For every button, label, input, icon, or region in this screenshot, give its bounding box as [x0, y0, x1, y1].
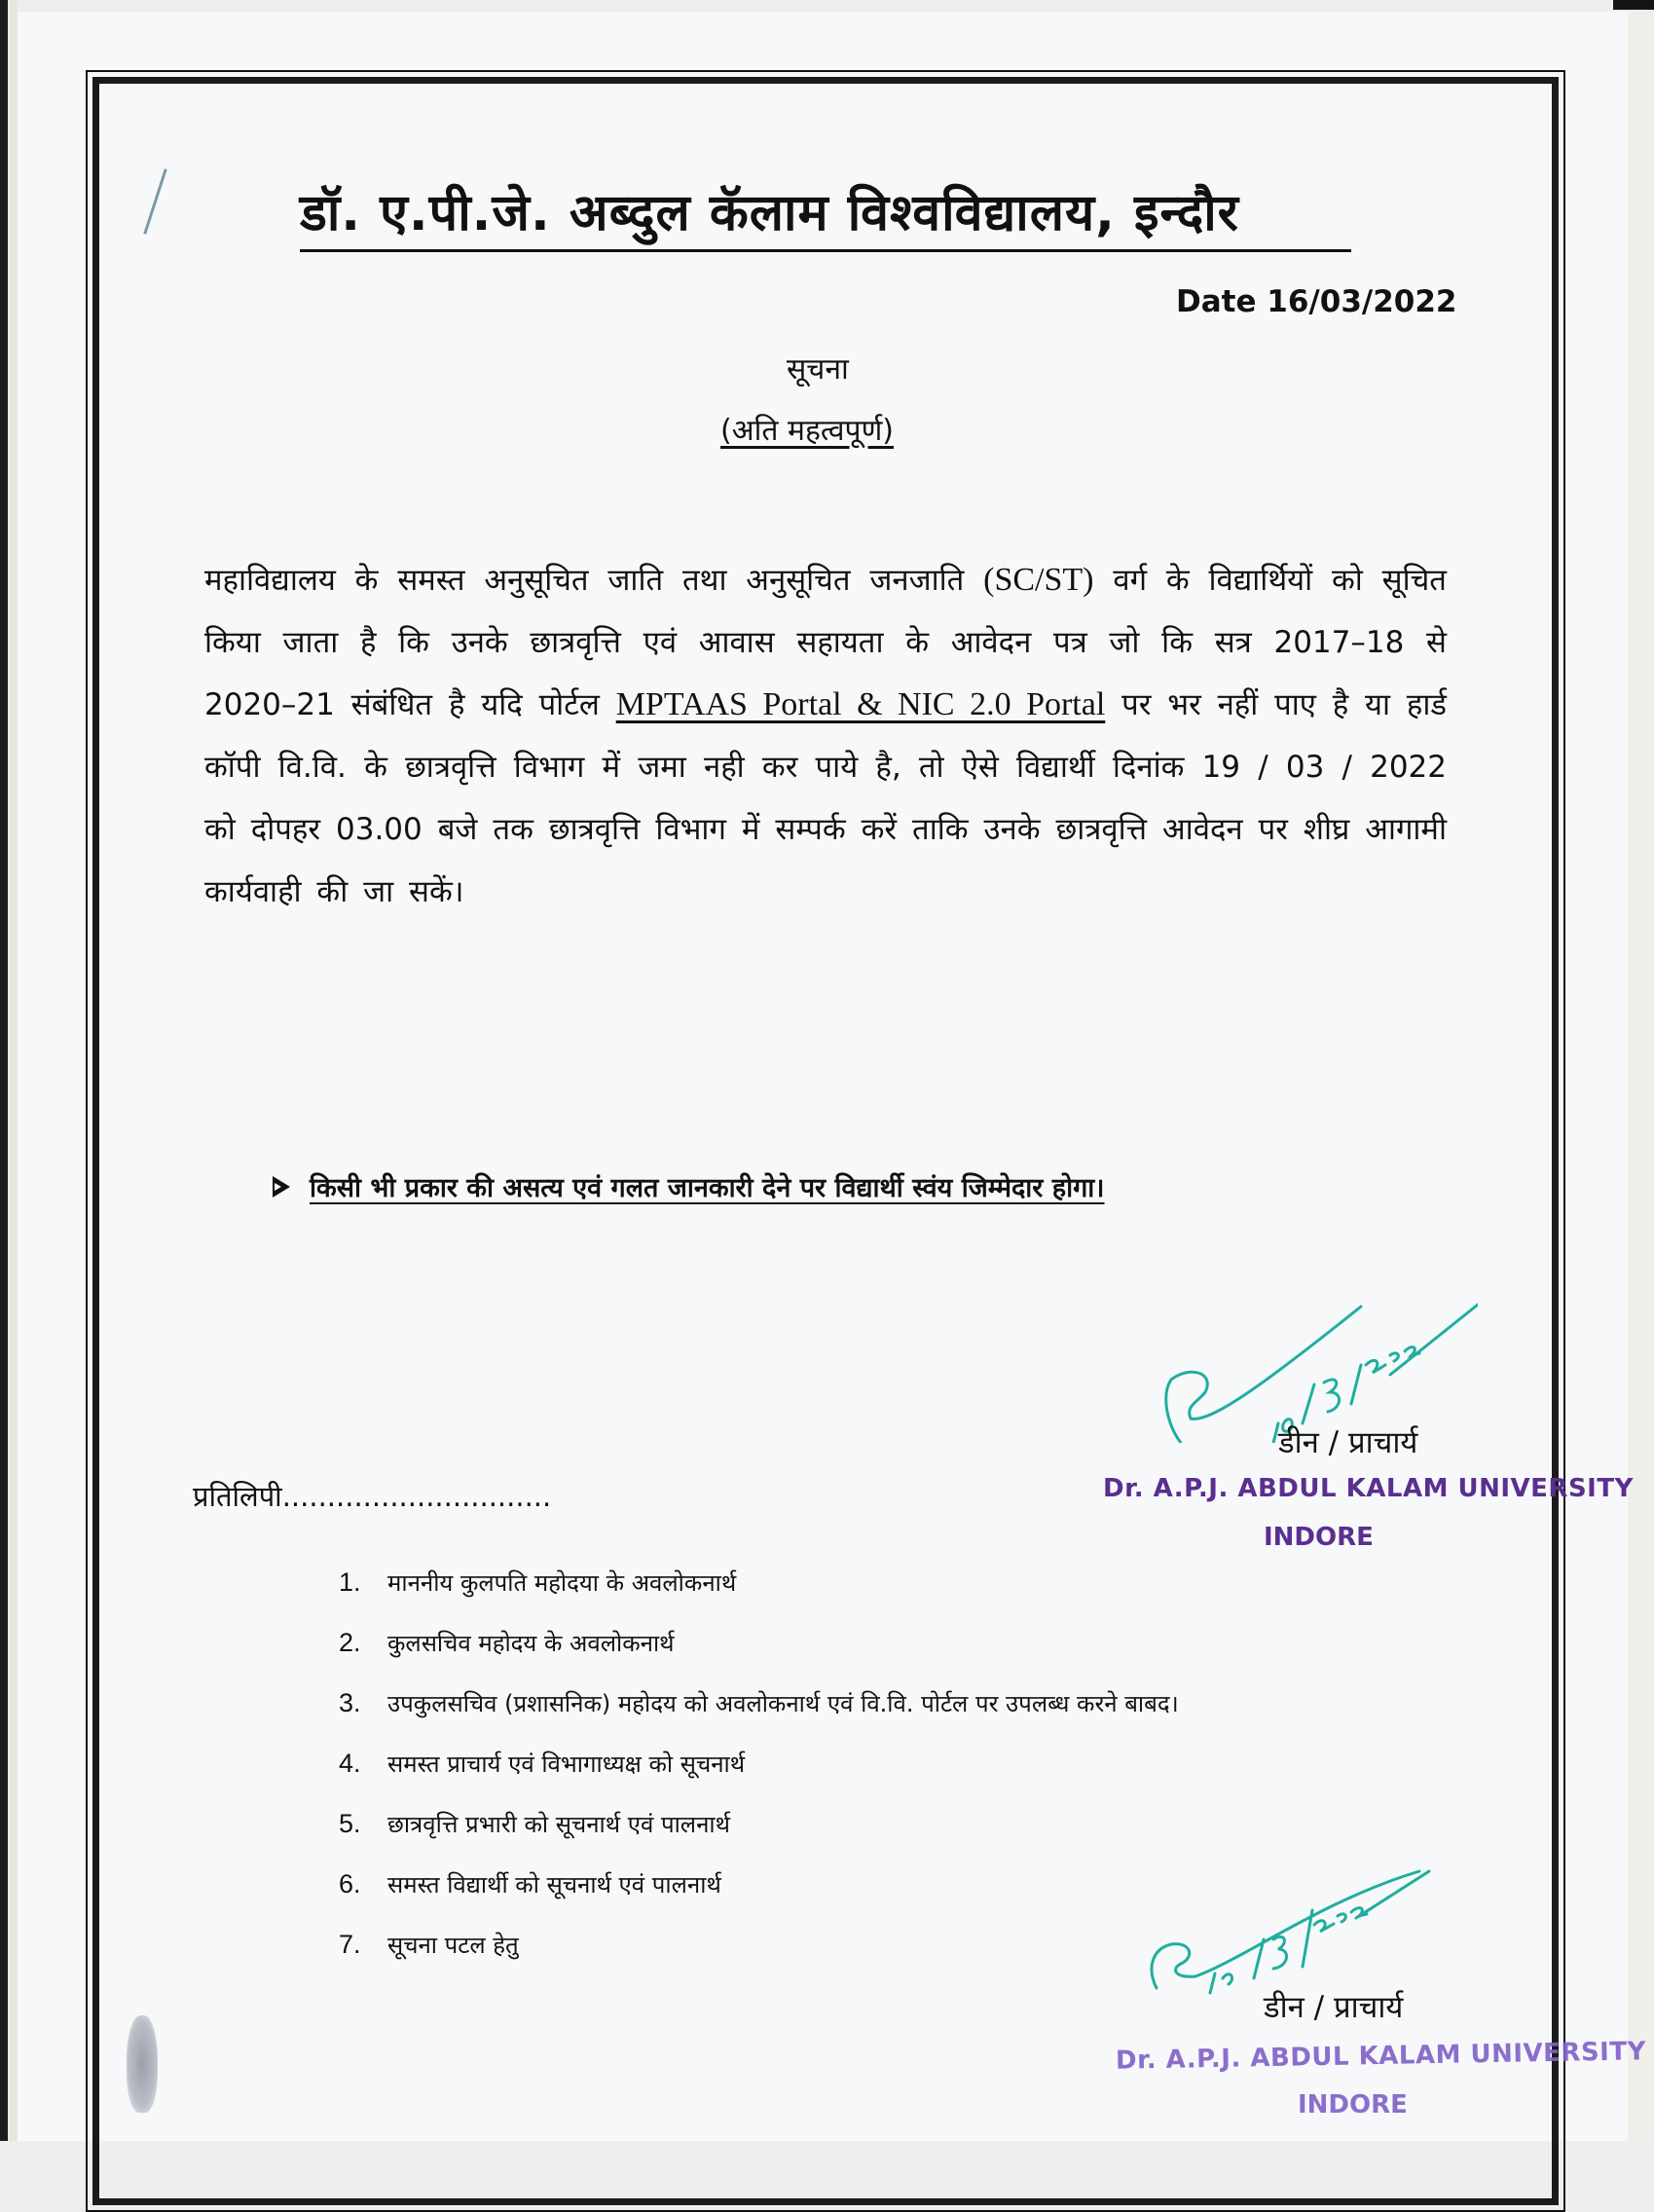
list-item: 4. समस्त प्राचार्य एवं विभागाध्यक्ष को सूचनार्थ	[339, 1748, 746, 1778]
arrow-bullet-icon	[273, 1176, 290, 1198]
list-item: 7. सूचना पटल हेतु	[339, 1929, 519, 1959]
list-item: 5. छात्रवृत्ति प्रभारी को सूचनार्थ एवं पालनार्थ	[339, 1808, 730, 1838]
stamp-city: INDORE	[1264, 1523, 1374, 1552]
document-page	[18, 12, 1647, 2141]
notice-body	[204, 549, 1447, 923]
list-item: 3. उपकुलसचिव (प्रशासनिक) महोदय को अवलोकनार्थ एवं वि.वि. पोर्टल पर उपलब्ध करने बाबद।	[339, 1687, 1179, 1717]
warning-note	[273, 1168, 1382, 1204]
handwritten-signature-icon	[1069, 1268, 1478, 1443]
scan-edge-right	[1627, 12, 1654, 2141]
handwritten-signature-icon	[1108, 1842, 1517, 2008]
stamp-city: INDORE	[1298, 2090, 1408, 2120]
copy-to-label: प्रतिलिपी..............................	[193, 1480, 552, 1513]
copy-to-list	[339, 1552, 1179, 1974]
stamp-university: Dr. A.P.J. ABDUL KALAM UNIVERSITY	[1115, 2037, 1647, 2076]
body-text-1: महाविद्यालय के समस्त अनुसूचित जाति तथा अनुसूचित जनजाति	[204, 563, 984, 598]
university-title: डॉ. ए.पी.जे. अब्दुल कॅलाम विश्वविद्यालय, इन्दौर	[300, 179, 1351, 252]
body-text-2: वर्ग के विद्यार्थियों को सूचित किया जाता है कि उनके छात्रवृत्ति एवं आवास सहायता के आवेदन पत्र जो कि सत्र 2017–18 से 2020–21 संबंधित है यदि पोर्टल	[204, 563, 1447, 722]
stamp-university: Dr. A.P.J. ABDUL KALAM UNIVERSITY	[1103, 1474, 1634, 1503]
list-item: 6. समस्त विद्यार्थी को सूचनार्थ एवं पालनार्थ	[339, 1868, 721, 1899]
body-scst: (SC/ST)	[983, 562, 1094, 598]
list-item: 2. कुलसचिव महोदय के अवलोकनार्थ	[339, 1627, 675, 1657]
body-text-3: पर भर नहीं पाए है या हार्ड कॉपी वि.वि. के छात्रवृत्ति विभाग में जमा नही कर पाये है, तो ऐसे विद्यार्थी दिनांक 19 / 03 / 2022 को दोपहर 03.00 बजे तक छात्रवृत्ति विभाग में सम्पर्क करें ताकि उनके छात्रवृत्ति आवेदन पर शीघ्र आगामी कार्यवाही की जा सकें।	[204, 687, 1447, 909]
scan-edge-left-inner	[8, 0, 18, 2141]
signatory-designation: डीन / प्राचार्य	[1264, 1990, 1404, 2025]
notice-subheading: (अति महत्वपूर्ण)	[720, 414, 894, 448]
notice-heading: सूचना	[787, 352, 849, 387]
signatory-designation: डीन / प्राचार्य	[1278, 1425, 1418, 1460]
list-item: 1. माननीय कुलपति महोदया के अवलोकनार्थ	[339, 1567, 737, 1597]
notice-date: Date 16/03/2022	[1176, 284, 1457, 319]
portal-link: MPTAAS Portal & NIC 2.0 Portal	[615, 686, 1106, 722]
scan-edge-top-right	[1613, 0, 1654, 10]
scan-blot	[127, 2015, 158, 2113]
scan-edge-left	[0, 0, 8, 2141]
warning-text: किसी भी प्रकार की असत्य एवं गलत जानकारी देने पर विद्यार्थी स्वंय जिम्मेदार होगा।	[310, 1173, 1105, 1203]
